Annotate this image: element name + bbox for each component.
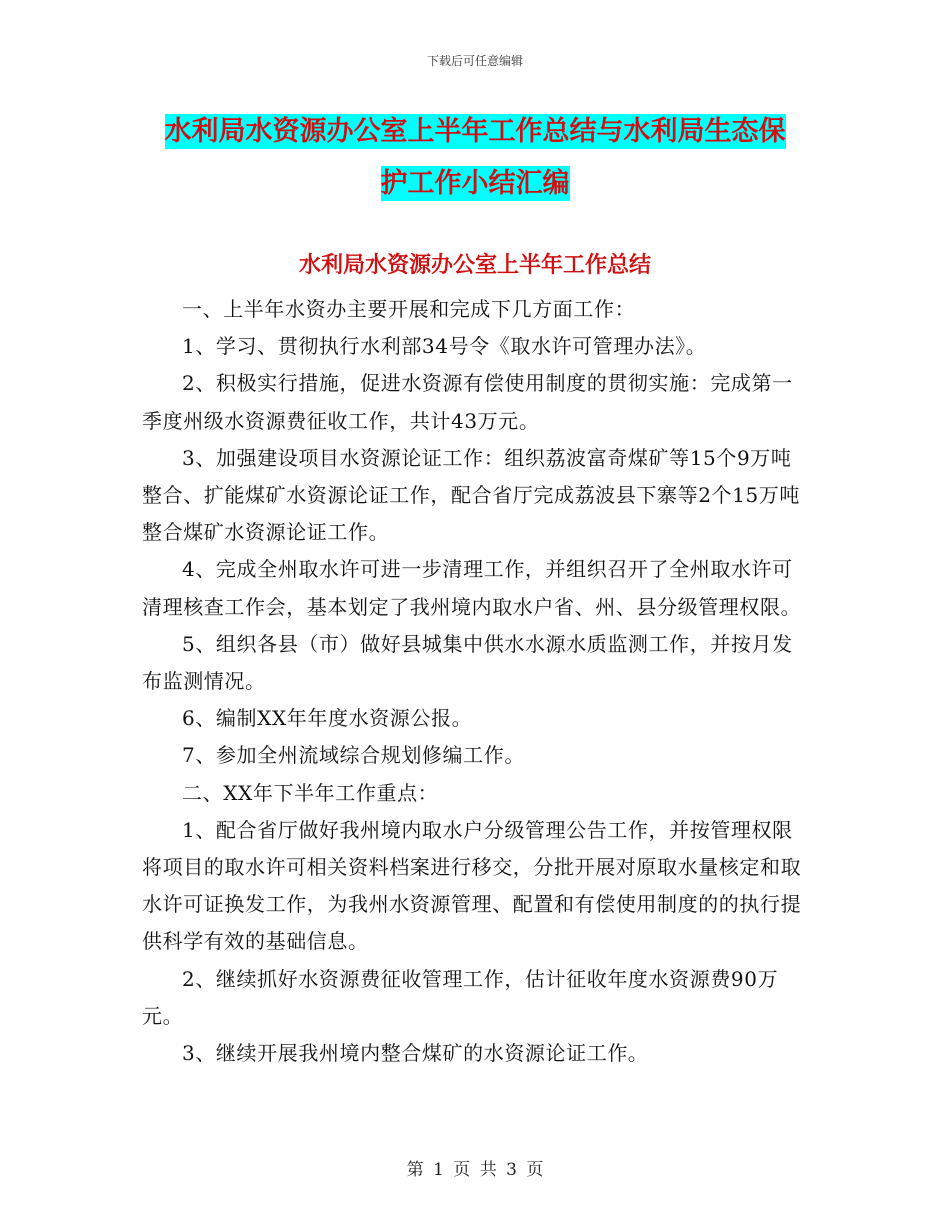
document-title-line-1: 水利局水资源办公室上半年工作总结与水利局生态保: [164, 116, 786, 147]
paragraph-2: 1、学习、贯彻执行水利部34号令《取水许可管理办法》。: [182, 334, 707, 359]
document-body: [142, 291, 810, 1072]
document-title-line-2: 护工作小结汇编: [380, 168, 570, 199]
paragraph-12: 3、继续开展我州境内整合煤矿的水资源论证工作。: [182, 1041, 649, 1066]
paragraph-11: 2、继续抓好水资源费征收管理工作，估计征收年度水资源费90万元。: [142, 966, 779, 1028]
paragraph-1: 一、上半年水资办主要开展和完成下几方面工作：: [182, 297, 636, 321]
paragraph-7: 6、编制XX年年度水资源公报。: [182, 706, 473, 731]
paragraph-3: 2、积极实行措施，促进水资源有偿使用制度的贯彻实施：完成第一季度州级水资源费征收工作，共计43万元。: [142, 371, 793, 433]
page-header: 下载后可任意编辑: [426, 54, 523, 68]
paragraph-9: 二、XX年下半年工作重点：: [182, 780, 439, 805]
paragraph-8: 7、参加全州流域综合规划修编工作。: [182, 743, 525, 768]
paragraph-6: 5、组织各县（市）做好县城集中供水水源水质监测工作，并按月发布监测情况。: [142, 631, 793, 694]
page-footer: 第 1 页 共 3 页: [406, 1160, 544, 1180]
paragraph-4: 3、加强建设项目水资源论证工作：组织荔波富奇煤矿等15个9万吨整合、扩能煤矿水资源论证工作，配合省厅完成荔波县下寨等2个15万吨整合煤矿水资源论证工作。: [142, 445, 800, 545]
paragraph-5: 4、完成全州取水许可进一步清理工作，并组织召开了全州取水许可清理核查工作会，基本划定了我州境内取水户省、州、县分级管理权限。: [142, 557, 802, 619]
paragraph-10: 1、配合省厅做好我州境内取水户分级管理公告工作，并按管理权限将项目的取水许可相关资料档案进行移交，分批开展对原取水量核定和取水许可证换发工作，为我州水资源管理、配置和有偿使用制度的的执行提供科学有效的基础信息。: [142, 817, 802, 954]
section-title: 水利局水资源办公室上半年工作总结: [298, 253, 651, 278]
document-title: [140, 106, 810, 210]
